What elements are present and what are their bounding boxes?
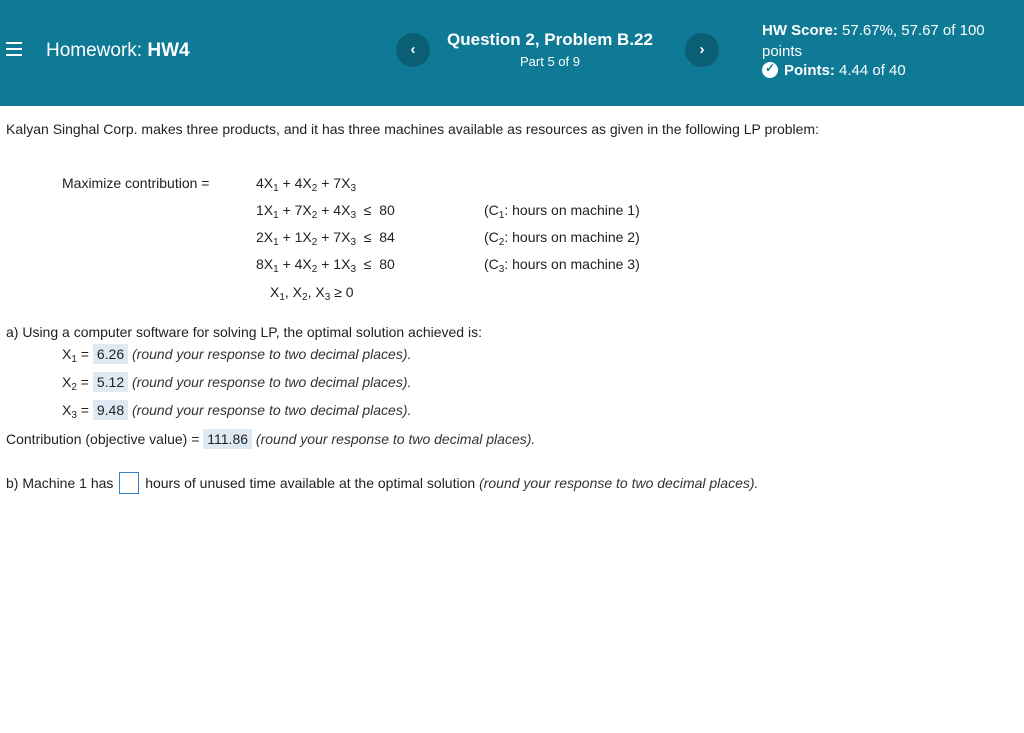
question-title: Question 2, Problem B.22 [447, 30, 653, 49]
points-value: 4.44 of 40 [839, 62, 906, 79]
x1-hint: (round your response to two decimal places). [132, 346, 412, 362]
score-label: HW Score: [762, 22, 838, 39]
nonnegativity-constraint: $X_1$, $X_2$, $X_3 \ge 0$ [270, 284, 354, 303]
homework-name: HW4 [147, 40, 190, 61]
constraint-1-label: ($C_1$: hours on machine 1) [484, 202, 640, 221]
points-label: Points: [784, 62, 835, 79]
contribution-hint: (round your response to two decimal places). [255, 431, 536, 447]
part-b-line [6, 472, 758, 494]
homework-title [46, 40, 190, 62]
partial-credit-icon [762, 62, 778, 78]
constraint-2: $2X_1 + 1X_2 + 7X_3 \le 84$ [256, 229, 395, 248]
part-b-tail: hours of unused time available at the optimal solution [145, 475, 476, 491]
constraint-3-label: ($C_3$: hours on machine 3) [484, 256, 640, 275]
hw-score [762, 20, 1002, 62]
maximize-label: Maximize contribution = [62, 175, 210, 191]
x1-answer: 6.26 [93, 344, 128, 364]
x3-hint: (round your response to two decimal places). [132, 402, 412, 418]
homework-prefix: Homework: [46, 40, 143, 61]
part-a-lead: a) Using a computer software for solving LP, the optimal solution achieved is: [6, 324, 482, 340]
points-info [762, 62, 906, 79]
question-content [6, 120, 1016, 491]
contribution-answer-line [6, 431, 535, 447]
x2-answer-line: $X_2 = 5.12$ (round your response to two decimal places). [62, 374, 412, 393]
constraint-2-label: ($C_2$: hours on machine 2) [484, 229, 640, 248]
contribution-answer: 111.86 [203, 429, 252, 449]
constraint-3: $8X_1 + 4X_2 + 1X_3 \le 80$ [256, 256, 395, 275]
part-b-lead: b) Machine 1 has [6, 475, 114, 491]
x3-answer-line: $X_3 = 9.48$ (round your response to two decimal places). [62, 402, 412, 421]
x2-answer: 5.12 [93, 372, 128, 392]
part-b-hint: (round your response to two decimal places). [479, 475, 759, 491]
x3-answer: 9.48 [93, 400, 128, 420]
next-question-button[interactable]: › [685, 33, 719, 67]
objective-function: $4X_1 + 4X_2 + 7X_3$ [256, 175, 356, 194]
header-bar [0, 0, 1024, 106]
x2-hint: (round your response to two decimal places). [132, 374, 412, 390]
machine-1-unused-hours-input[interactable] [119, 472, 139, 494]
problem-intro: Kalyan Singhal Corp. makes three products, and it has three machines available as resources as given in the following LP problem: [6, 121, 819, 137]
menu-icon[interactable] [6, 42, 22, 56]
question-part: Part 5 of 9 [520, 54, 580, 69]
previous-question-button[interactable]: ‹ [396, 33, 430, 67]
constraint-1: $1X_1 + 7X_2 + 4X_3 \le 80$ [256, 202, 395, 221]
x1-answer-line: $X_1 = 6.26$ (round your response to two decimal places). [62, 346, 412, 365]
score-value: 57.67%, 57.67 of 100 points [762, 22, 985, 60]
contribution-label: Contribution (objective value) = [6, 431, 200, 447]
